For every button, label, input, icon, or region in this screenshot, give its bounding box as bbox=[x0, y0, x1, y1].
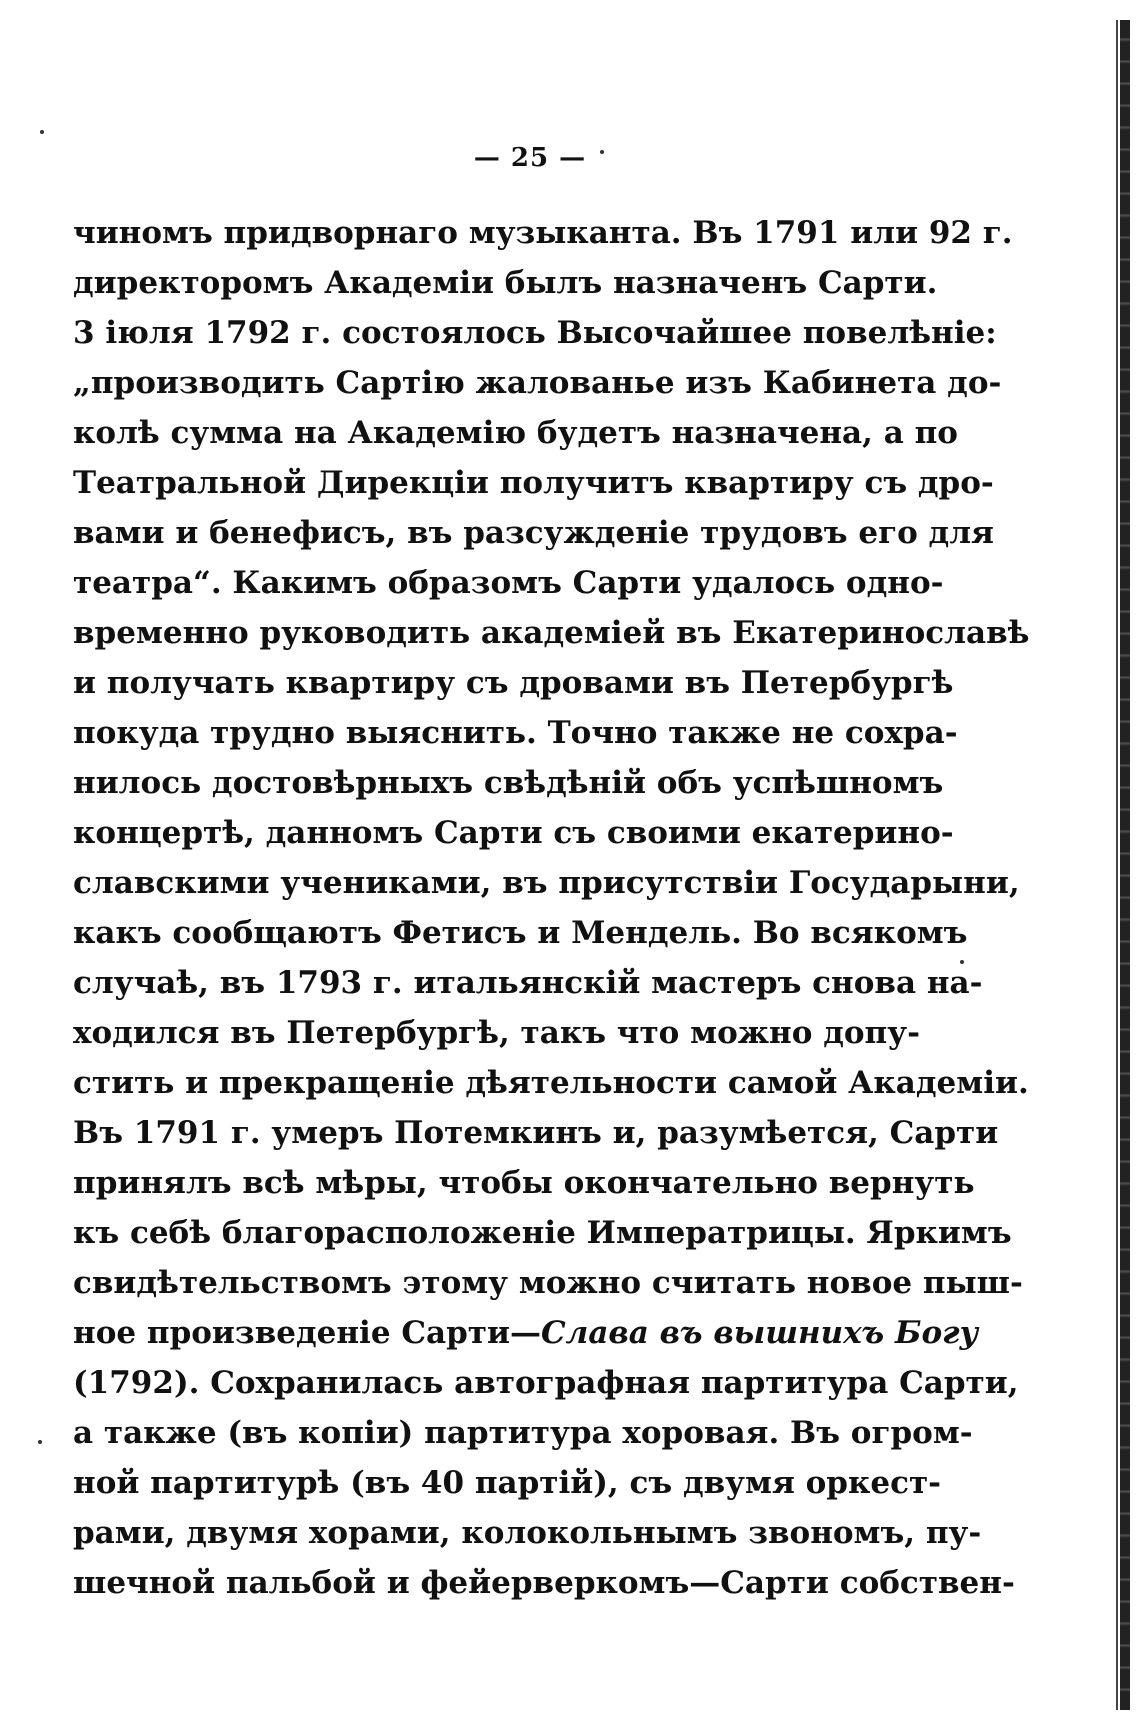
text-line: случаѣ, въ 1793 г. итальянскій мастеръ снова на- bbox=[73, 965, 983, 1001]
text-line-with-title bbox=[73, 1308, 979, 1358]
text-line: Театральной Дирекціи получитъ квартиру съ дро- bbox=[73, 465, 994, 501]
text-line: Въ 1791 г. умеръ Потемкинъ и, разумѣется, Сарти bbox=[73, 1115, 999, 1151]
text-line: чиномъ придворнаго музыканта. Въ 1791 или 92 г. bbox=[73, 215, 1013, 251]
text-line: 3 іюля 1792 г. состоялось Высочайшее повелѣніе: bbox=[73, 315, 997, 351]
text-line: свидѣтельствомъ этому можно считать новое пыш- bbox=[73, 1265, 1023, 1301]
page-edge-shadow bbox=[1116, 20, 1118, 1710]
text-line: а также (въ копіи) партитура хоровая. Въ огром- bbox=[73, 1415, 973, 1451]
text-line: ходился въ Петербургѣ, такъ что можно допу- bbox=[73, 1015, 920, 1051]
work-title: Слава въ вышнихъ Богу bbox=[540, 1315, 979, 1351]
body-text bbox=[73, 208, 1030, 1608]
text-line: рами, двумя хорами, колокольнымъ звономъ, пу- bbox=[73, 1515, 982, 1551]
text-line: принялъ всѣ мѣры, чтобы окончательно вернуть bbox=[73, 1165, 975, 1201]
text-line: „производить Сартію жалованье изъ Кабинета до- bbox=[73, 365, 1002, 401]
print-speck bbox=[960, 960, 964, 964]
print-speck bbox=[40, 130, 44, 134]
text-line: ной партитурѣ (въ 40 партій), съ двумя оркест- bbox=[73, 1465, 942, 1501]
text-line: (1792). Сохранилась автографная партитура Сарти, bbox=[73, 1365, 1019, 1401]
text-line: покуда трудно выяснить. Точно также не сохра- bbox=[73, 715, 958, 751]
text-line: и получать квартиру съ дровами въ Петербургѣ bbox=[73, 665, 954, 701]
text-line: славскими учениками, въ присутствіи Государыни, bbox=[73, 865, 1020, 901]
text-line: директоромъ Академіи былъ назначенъ Сарти. bbox=[73, 265, 938, 301]
text-line: какъ сообщаютъ Фетисъ и Мендель. Во всякомъ bbox=[73, 915, 968, 951]
page-number: — 25 — bbox=[473, 143, 587, 173]
page-edge-binding bbox=[1120, 20, 1130, 1710]
text-line: концертѣ, данномъ Сарти съ своими екатерино- bbox=[73, 815, 954, 851]
text-line: шечной пальбой и фейерверкомъ—Сарти собствен- bbox=[73, 1565, 1015, 1601]
print-speck bbox=[38, 1440, 42, 1444]
text-line: временно руководить академіей въ Екатеринославѣ bbox=[73, 615, 1030, 651]
text-line: стить и прекращеніе дѣятельности самой Академіи. bbox=[73, 1065, 1029, 1101]
text-line: колѣ сумма на Академію будетъ назначена, а по bbox=[73, 415, 958, 451]
text-line: нилось достовѣрныхъ свѣдѣній объ успѣшномъ bbox=[73, 765, 944, 801]
text-line: театра“. Какимъ образомъ Сарти удалось одно- bbox=[73, 565, 944, 601]
text-line-prefix: ное произведеніе Сарти— bbox=[73, 1315, 541, 1351]
text-line: къ себѣ благорасположеніе Императрицы. Яркимъ bbox=[73, 1215, 1012, 1251]
text-line: вами и бенефисъ, въ разсужденіе трудовъ его для bbox=[73, 515, 994, 551]
